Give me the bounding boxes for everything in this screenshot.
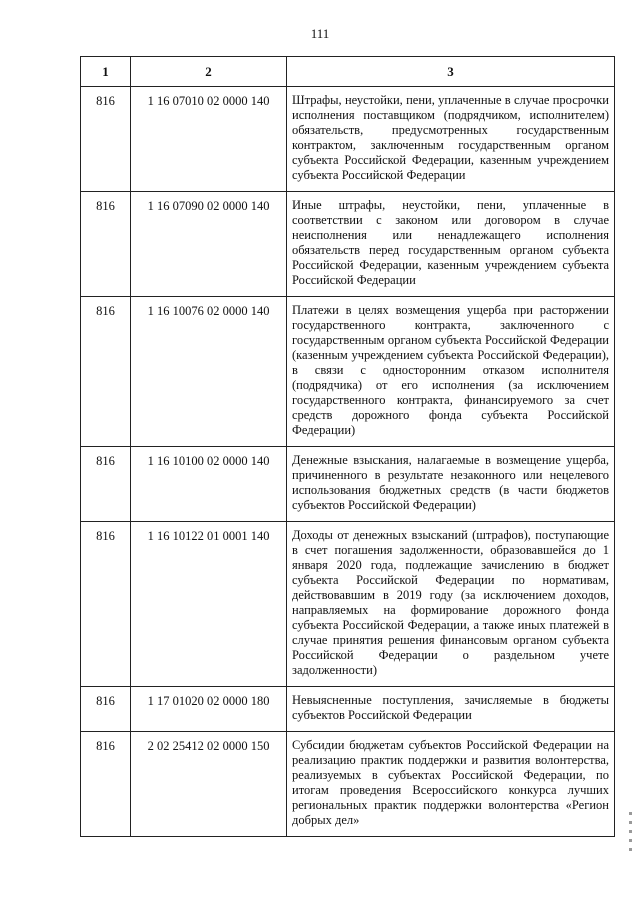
description-cell: Иные штрафы, неустойки, пени, уплаченные в соответствии с законом или договором в случае неисполнения или ненадлежащего исполнения обязательств перед государственным органом субъекта Российской Федерации, казенным учреждением субъекта Российской Федерации — [287, 192, 615, 297]
header-col-1: 1 — [81, 57, 131, 87]
description-cell: Штрафы, неустойки, пени, уплаченные в случае просрочки исполнения поставщиком (подрядчиком, исполнителем) обязательств, предусмотренных государственным контрактом, заключенным государственным органом субъекта Российской Федерации, казенным учреждением субъекта Российской Федерации — [287, 87, 615, 192]
revenue-codes-table — [80, 56, 615, 837]
page-number: 111 — [310, 26, 330, 41]
description-cell: Денежные взыскания, налагаемые в возмещение ущерба, причиненного в результате незаконного или нецелевого использования бюджетных средств (в части бюджетов субъектов Российской Федерации) — [287, 447, 615, 522]
table-row — [81, 732, 615, 837]
table-header-row — [81, 57, 615, 87]
header-col-3: 3 — [287, 57, 615, 87]
table-row — [81, 297, 615, 447]
table-row — [81, 87, 615, 192]
table-row — [81, 192, 615, 297]
budget-code-cell: 1 16 07010 02 0000 140 — [131, 87, 287, 192]
table-row — [81, 522, 615, 687]
description-cell: Субсидии бюджетам субъектов Российской Федерации на реализацию практик поддержки и развития волонтерства, реализуемых в субъектах Российской Федерации, по итогам проведения Всероссийского конкурса лучших региональных практик поддержки волонтерства «Регион добрых дел» — [287, 732, 615, 837]
budget-code-cell: 1 16 10076 02 0000 140 — [131, 297, 287, 447]
admin-code-cell: 816 — [81, 732, 131, 837]
table-row — [81, 447, 615, 522]
budget-code-cell: 1 16 07090 02 0000 140 — [131, 192, 287, 297]
admin-code-cell: 816 — [81, 192, 131, 297]
admin-code-cell: 816 — [81, 447, 131, 522]
description-cell: Платежи в целях возмещения ущерба при расторжении государственного контракта, заключенного с государственным органом субъекта Российской Федерации (казенным учреждением субъекта Российской Федерации), в связи с односторонним отказом исполнителя (подрядчика) от его исполнения (за исключением государственного контракта, финансируемого за счет средств дорожного фонда субъекта Российской Федерации) — [287, 297, 615, 447]
admin-code-cell: 816 — [81, 87, 131, 192]
budget-code-cell: 2 02 25412 02 0000 150 — [131, 732, 287, 837]
description-cell: Доходы от денежных взысканий (штрафов), поступающие в счет погашения задолженности, образовавшейся до 1 января 2020 года, подлежащие зачислению в бюджет субъекта Российской Федерации по нормативам, действовавшим в 2019 году (за исключением доходов, направляемых на формирование дорожного фонда субъекта Российской Федерации, а также иных платежей в случае принятия решения финансовым органом субъекта Российской Федерации о раздельном учете задолженности) — [287, 522, 615, 687]
budget-code-cell: 1 16 10100 02 0000 140 — [131, 447, 287, 522]
header-col-2: 2 — [131, 57, 287, 87]
table-row — [81, 687, 615, 732]
budget-code-cell: 1 17 01020 02 0000 180 — [131, 687, 287, 732]
scan-margin-marks — [629, 812, 635, 862]
budget-code-cell: 1 16 10122 01 0001 140 — [131, 522, 287, 687]
admin-code-cell: 816 — [81, 297, 131, 447]
admin-code-cell: 816 — [81, 687, 131, 732]
description-cell: Невыясненные поступления, зачисляемые в бюджеты субъектов Российской Федерации — [287, 687, 615, 732]
admin-code-cell: 816 — [81, 522, 131, 687]
